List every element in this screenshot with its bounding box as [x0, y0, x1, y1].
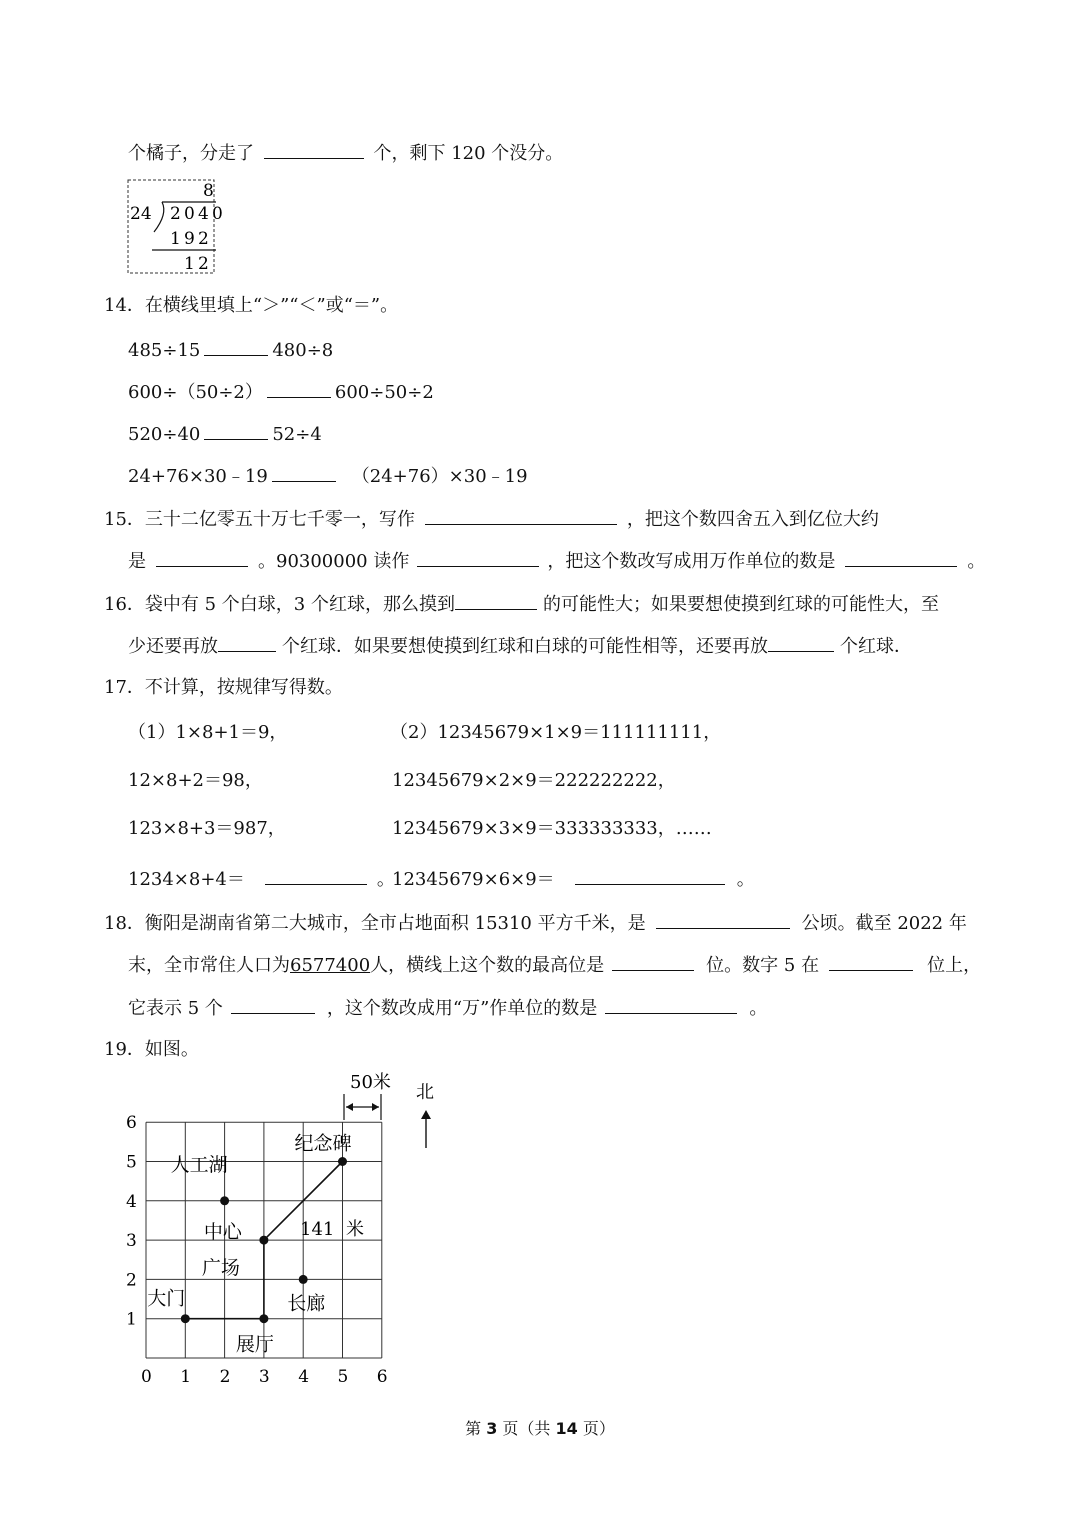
x-tick-label: 3 [258, 1367, 270, 1387]
q17-left-row: 12×8+2＝98， [128, 770, 263, 791]
q16-blank-red1[interactable] [218, 633, 276, 652]
dividend-digit: 0 [184, 204, 195, 224]
q18-line3: 它表示 5 个 ，这个数改成用“万”作单位的数是 。 [128, 995, 767, 1021]
x-tick-label: 0 [141, 1367, 152, 1387]
scale-label: 50米 [350, 1072, 391, 1093]
distance-value: 141 [300, 1219, 335, 1240]
y-tick-label: 1 [126, 1309, 137, 1330]
product-digit: 2 [198, 229, 209, 249]
q18-blank-wan[interactable] [605, 995, 737, 1014]
place-label: 展厅 [235, 1333, 274, 1356]
q14-row: 600÷（50÷2） 600÷50÷2 [128, 379, 434, 405]
compare-blank[interactable] [267, 379, 331, 398]
north-label: 北 [416, 1082, 434, 1103]
q17-right-last: 12345679×6×9＝ 。 [392, 866, 755, 892]
quotient: 8 [203, 181, 214, 201]
place-labels [147, 1133, 351, 1356]
division-bracket [154, 202, 164, 232]
q15-blank-write[interactable] [425, 506, 617, 525]
place-label: 人工湖 [170, 1153, 228, 1176]
q15-line1: 15．三十二亿零五十万七千零一，写作 ，把这个数四舍五入到亿位大约 [104, 506, 879, 532]
place-label: 广场 [201, 1257, 240, 1280]
dividend-digit: 4 [198, 204, 209, 224]
place-point [338, 1157, 347, 1166]
place-point [181, 1314, 190, 1323]
q14-row: 485÷15 480÷8 [128, 337, 333, 363]
q13-line: 个橘子，分走了 个，剩下 120 个没分。 [128, 140, 563, 166]
q18-blank-highest[interactable] [612, 952, 694, 971]
q17-blank-1[interactable] [265, 866, 367, 885]
x-tick-label: 1 [180, 1367, 192, 1387]
place-label: 长廊 [287, 1292, 326, 1315]
q17-left-row: （1）1×8+1＝9， [128, 722, 288, 743]
product-digit: 1 [170, 229, 181, 249]
q15-blank-wan[interactable] [845, 548, 957, 567]
compare-blank[interactable] [272, 463, 336, 482]
y-tick-label: 3 [126, 1231, 137, 1252]
q13-answer-blank[interactable] [264, 140, 364, 159]
q18-line2: 末，全市常住人口为6577400人，横线上这个数的最高位是 位。数字 5 在 位上， [128, 952, 981, 978]
q16-blank-more[interactable] [455, 591, 537, 610]
long-division-figure [126, 178, 226, 276]
q18-blank-digit-place[interactable] [829, 952, 913, 971]
place-point [259, 1314, 268, 1323]
q16-line2: 少还要再放 个红球．如果要想使摸到红球和白球的可能性相等，还要再放 个红球． [128, 633, 912, 659]
q14-row: 520÷40 52÷4 [128, 421, 322, 447]
page-number: 3 [486, 1419, 498, 1438]
place-point [220, 1196, 229, 1205]
place-label: 大门 [147, 1287, 186, 1310]
y-tick-label: 6 [126, 1113, 137, 1134]
q16-line1: 16．袋中有 5 个白球，3 个红球，那么摸到 的可能性大；如果要想使摸到红球的可能性大，至 [104, 591, 939, 617]
product-digit: 9 [184, 229, 195, 249]
q18-blank-hectare[interactable] [656, 910, 790, 929]
page-total: 14 [555, 1419, 578, 1438]
q19-title: 19．如图。 [104, 1039, 199, 1060]
map-figure [110, 1062, 460, 1392]
q15-blank-read[interactable] [417, 548, 539, 567]
q17-right-row: （2）12345679×1×9＝111111111， [390, 722, 722, 743]
q14-title: 14．在横线里填上“＞”“＜”或“＝”。 [104, 295, 399, 316]
q15-blank-round[interactable] [156, 548, 248, 567]
q17-title: 17．不计算，按规律写得数。 [104, 677, 343, 698]
q17-blank-2[interactable] [575, 866, 725, 885]
remainder-digit: 1 [184, 254, 195, 274]
q17-left-last: 1234×8+4＝ 。 [128, 866, 395, 892]
divisor: 24 [130, 204, 152, 224]
place-label: 纪念碑 [294, 1132, 352, 1155]
q18-blank-unit[interactable] [231, 995, 315, 1014]
y-tick-label: 2 [126, 1270, 137, 1291]
place-label: 中心 [203, 1221, 242, 1244]
compare-blank[interactable] [204, 421, 268, 440]
q18-line1: 18．衡阳是湖南省第二大城市，全市占地面积 15310 平方千米，是 公顷。截至 2022 年 [104, 910, 967, 936]
page-footer: 第 3 页（共 14 页） [465, 1419, 615, 1438]
q15-line2: 是 。90300000 读作 ，把这个数改写成用万作单位的数是 。 [128, 548, 985, 574]
north-arrow-icon [421, 1110, 431, 1119]
place-point [259, 1236, 268, 1245]
q17-right-row: 12345679×2×9＝222222222， [392, 770, 676, 791]
q17-right-row: 12345679×3×9＝333333333，…… [392, 818, 712, 839]
x-tick-label: 6 [376, 1367, 388, 1387]
y-tick-label: 4 [126, 1191, 137, 1212]
distance-unit: 米 [346, 1219, 364, 1240]
y-tick-label: 5 [126, 1152, 137, 1173]
q14-row: 24+76×30﹣19 （24+76）×30﹣19 [128, 463, 528, 489]
dividend-digit: 0 [212, 204, 223, 224]
x-tick-label: 2 [219, 1367, 231, 1387]
place-point [299, 1275, 308, 1284]
x-tick-label: 4 [298, 1367, 310, 1387]
q16-blank-red2[interactable] [768, 633, 834, 652]
x-tick-label: 5 [337, 1367, 349, 1387]
compare-blank[interactable] [204, 337, 268, 356]
dividend-digit: 2 [170, 204, 181, 224]
population-number: 6577400 [290, 955, 371, 976]
remainder-digit: 2 [198, 254, 209, 274]
q17-left-row: 123×8+3＝987， [128, 818, 286, 839]
